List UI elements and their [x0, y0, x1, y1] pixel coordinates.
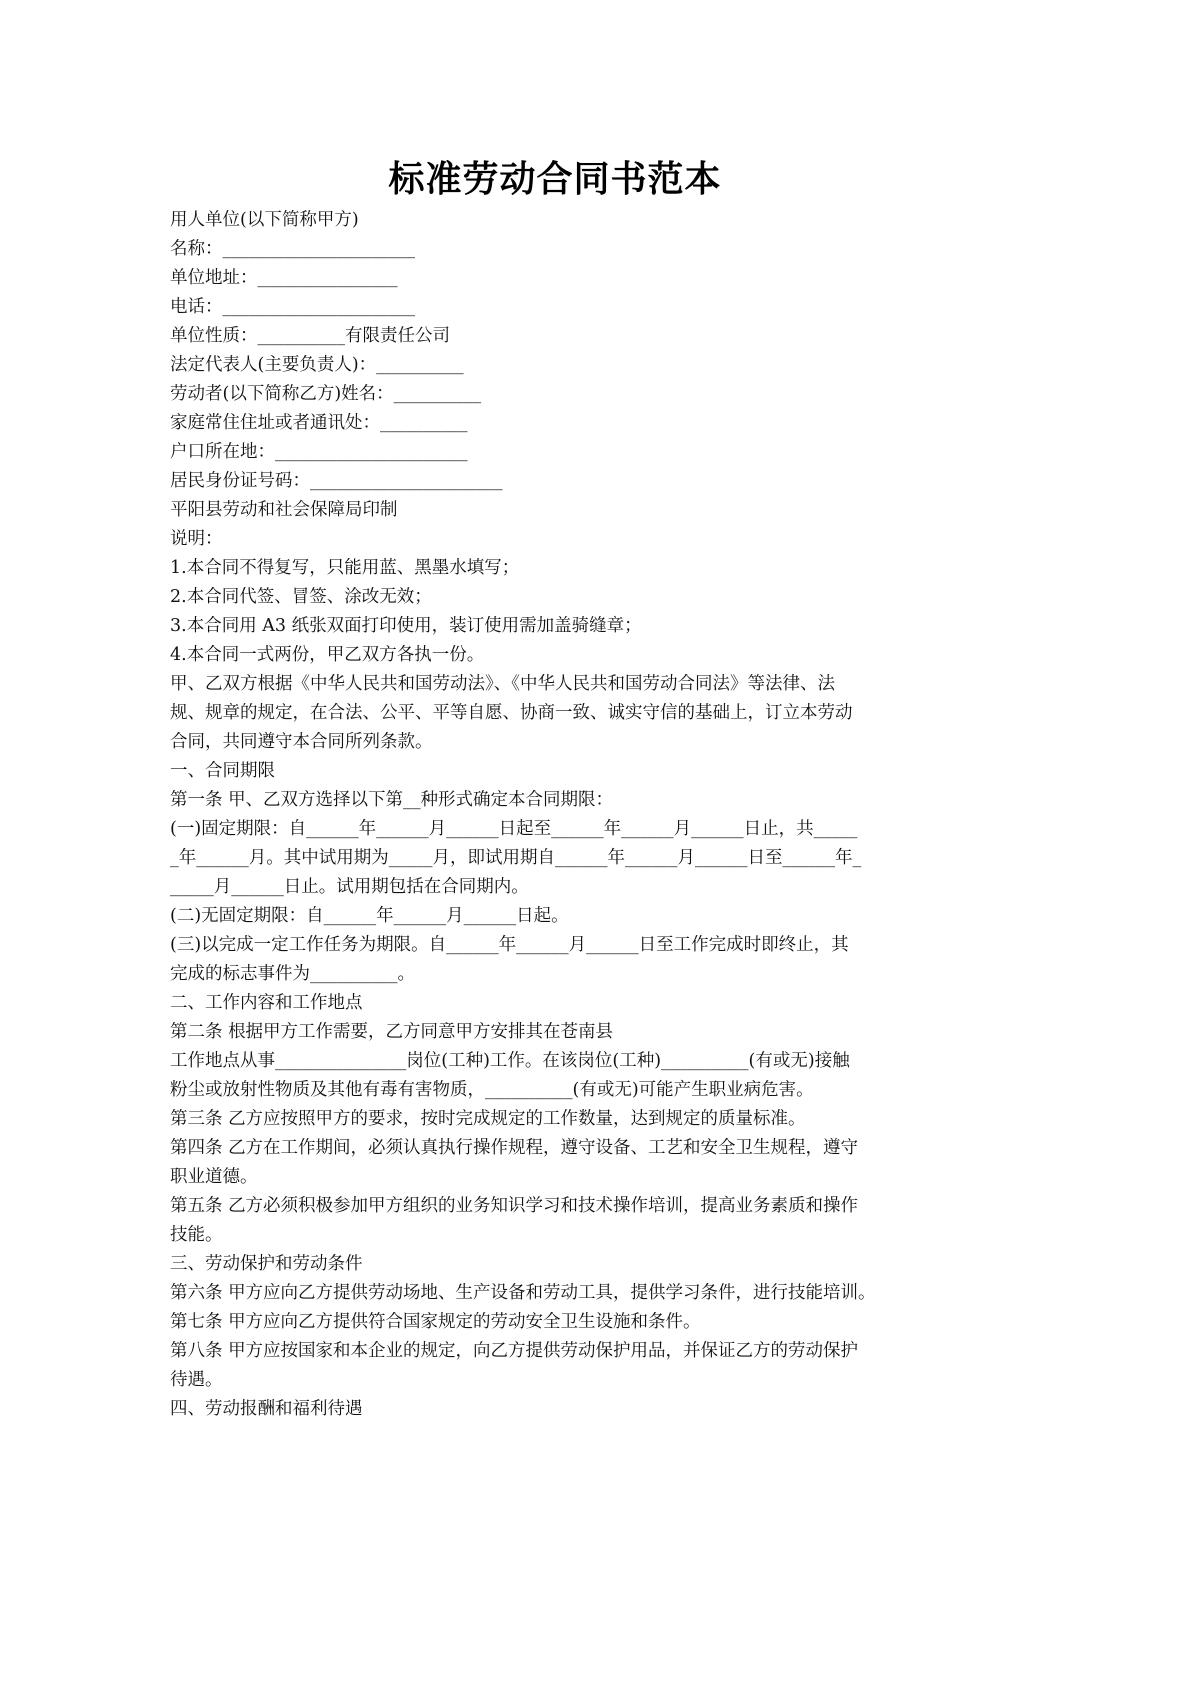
article-8: 第八条 甲方应按国家和本企业的规定，向乙方提供劳动保护用品，并保证乙方的劳动保护	[170, 1341, 859, 1361]
field-company-type: 单位性质：__________有限责任公司	[170, 326, 450, 346]
note-item: 4.本合同一式两份，甲乙双方各执一份。	[170, 645, 485, 665]
section-heading-2: 二、工作内容和工作地点	[170, 993, 363, 1013]
article-3: 第三条 乙方应按照甲方的要求，按时完成规定的工作数量，达到规定的质量标准。	[170, 1109, 806, 1129]
field-id-number: 居民身份证号码：______________________	[170, 471, 503, 491]
field-phone: 电话：______________________	[170, 297, 415, 317]
field-worker-name: 劳动者(以下简称乙方)姓名：__________	[170, 384, 482, 404]
article-1-option-1: _____月______日止。试用期包括在合同期内。	[170, 877, 529, 897]
article-5: 第五条 乙方必须积极参加甲方组织的业务知识学习和技术操作培训，提高业务素质和操作	[170, 1196, 859, 1216]
article-2: 粉尘或放射性物质及其他有毒有害物质，__________(有或无)可能产生职业病危害。	[170, 1080, 814, 1100]
article-4: 职业道德。	[170, 1167, 258, 1187]
article-1: 第一条 甲、乙双方选择以下第__种形式确定本合同期限：	[170, 790, 614, 810]
article-2: 工作地点从事_______________岗位(工种)工作。在该岗位(工种)__________(有或无)接触	[170, 1051, 850, 1071]
field-legal-rep: 法定代表人(主要负责人)：__________	[170, 355, 464, 375]
section-heading-3: 三、劳动保护和劳动条件	[170, 1254, 363, 1274]
field-hukou: 户口所在地：______________________	[170, 442, 468, 462]
field-name: 名称：______________________	[170, 239, 415, 259]
article-2: 第二条 根据甲方工作需要，乙方同意甲方安排其在苍南县	[170, 1022, 614, 1042]
printer-note: 平阳县劳动和社会保障局印制	[170, 500, 398, 520]
note-item: 2.本合同代签、冒签、涂改无效；	[170, 587, 432, 607]
article-1-option-3: (三)以完成一定工作任务为期限。自______年______月______日至工作完成时即终止，其	[170, 935, 849, 955]
field-address: 单位地址：________________	[170, 268, 398, 288]
article-1-option-3: 完成的标志事件为__________。	[170, 964, 415, 984]
section-heading-1: 一、合同期限	[170, 761, 275, 781]
article-1-option-1: (一)固定期限：自______年______月______日起至______年______月______日止，共_____	[170, 819, 858, 839]
notes-heading: 说明：	[170, 529, 223, 549]
field-home-address: 家庭常住住址或者通讯处：__________	[170, 413, 468, 433]
article-7: 第七条 甲方应向乙方提供符合国家规定的劳动安全卫生设施和条件。	[170, 1312, 701, 1332]
article-5: 技能。	[170, 1225, 223, 1245]
preamble-line: 甲、乙双方根据《中华人民共和国劳动法》、《中华人民共和国劳动合同法》等法律、法	[170, 674, 835, 694]
preamble-line: 规、规章的规定，在合法、公平、平等自愿、协商一致、诚实守信的基础上，订立本劳动	[170, 703, 853, 723]
document-title: 标准劳动合同书范本	[388, 159, 722, 200]
note-item: 1.本合同不得复写，只能用蓝、黑墨水填写；	[170, 558, 520, 578]
article-8: 待遇。	[170, 1370, 223, 1390]
article-4: 第四条 乙方在工作期间，必须认真执行操作规程，遵守设备、工艺和安全卫生规程，遵守	[170, 1138, 859, 1158]
note-item: 3.本合同用 A3 纸张双面打印使用，装订使用需加盖骑缝章；	[170, 616, 642, 636]
section-heading-4: 四、劳动报酬和福利待遇	[170, 1399, 363, 1419]
article-6: 第六条 甲方应向乙方提供劳动场地、生产设备和劳动工具，提供学习条件，进行技能培训。	[170, 1283, 876, 1303]
document-body	[170, 206, 960, 1424]
article-1-option-2: (二)无固定期限：自______年______月______日起。	[170, 906, 569, 926]
preamble-line: 合同，共同遵守本合同所列条款。	[170, 732, 433, 752]
party-a-heading: 用人单位(以下简称甲方)	[170, 210, 359, 230]
article-1-option-1: _年______月。其中试用期为_____月，即试用期自______年______月______日至______年_	[170, 848, 862, 868]
